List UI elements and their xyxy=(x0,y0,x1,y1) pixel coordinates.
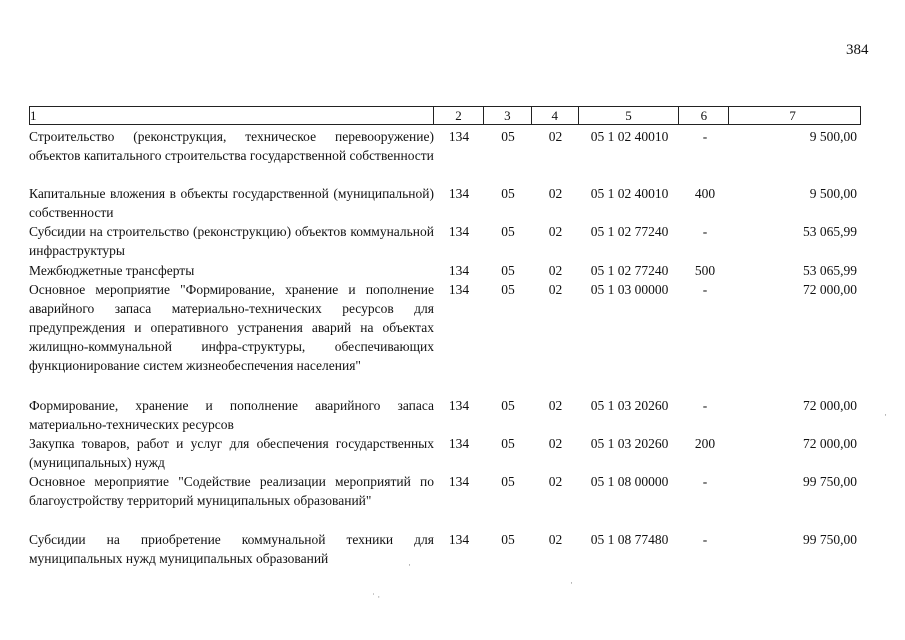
row-name: Капитальные вложения в объекты государственной (муниципальной) собственности xyxy=(29,186,434,220)
row-code-type: 500 xyxy=(694,263,716,278)
row-code-admin: 134 xyxy=(448,186,470,201)
column-header: 5 xyxy=(579,107,680,124)
row-name: Субсидии на приобретение коммунальной техники для муниципальных нужд муниципальных образований xyxy=(29,532,434,566)
row-code-admin: 134 xyxy=(448,398,470,413)
row-code-target: 05 1 03 20260 xyxy=(590,398,669,413)
table-row xyxy=(29,222,861,260)
row-code-target: 05 1 02 40010 xyxy=(590,186,669,201)
row-code-section: 05 xyxy=(501,263,515,278)
row-name: Межбюджетные трансферты xyxy=(29,263,195,278)
row-code-target: 05 1 02 77240 xyxy=(590,263,669,278)
row-code-type: - xyxy=(702,474,708,489)
row-code-type: - xyxy=(702,532,708,547)
row-amount: 99 750,00 xyxy=(803,474,857,489)
row-code-section: 05 xyxy=(501,398,515,413)
row-code-subsection: 02 xyxy=(548,224,563,239)
column-header: 3 xyxy=(484,107,532,124)
row-name: Закупка товаров, работ и услуг для обеспечения государственных (муниципальных) нужд xyxy=(29,436,434,470)
row-code-admin: 134 xyxy=(448,532,470,547)
row-amount: 9 500,00 xyxy=(809,129,857,144)
row-name: Строительство (реконструкция, техническое перевооружение) объектов капитального строительства государственной собственности xyxy=(29,129,434,163)
row-amount: 99 750,00 xyxy=(803,532,857,547)
scan-artifact: · xyxy=(884,410,887,420)
row-code-subsection: 02 xyxy=(548,129,563,144)
row-code-section: 05 xyxy=(501,186,515,201)
row-code-type: - xyxy=(702,224,708,239)
row-code-admin: 134 xyxy=(448,282,470,297)
row-code-target: 05 1 08 77480 xyxy=(590,532,669,547)
row-name: Основное мероприятие "Содействие реализации мероприятий по благоустройству территорий муниципальных образований" xyxy=(29,474,434,508)
column-header: 2 xyxy=(434,107,484,124)
row-name: Субсидии на строительство (реконструкцию) объектов коммунальной инфраструктуры xyxy=(29,224,434,258)
row-code-section: 05 xyxy=(501,224,515,239)
row-code-subsection: 02 xyxy=(548,436,563,451)
row-code-admin: 134 xyxy=(448,263,470,278)
row-code-target: 05 1 02 40010 xyxy=(590,129,669,144)
row-amount: 72 000,00 xyxy=(803,282,857,297)
row-code-admin: 134 xyxy=(448,224,470,239)
row-code-subsection: 02 xyxy=(548,532,563,547)
row-code-admin: 134 xyxy=(448,129,470,144)
row-code-type: - xyxy=(702,398,708,413)
row-code-target: 05 1 03 00000 xyxy=(590,282,669,297)
column-header: 6 xyxy=(679,107,729,124)
row-name: Формирование, хранение и пополнение аварийного запаса материально-технических ресурсов xyxy=(29,398,434,432)
row-code-subsection: 02 xyxy=(548,474,563,489)
column-header: 7 xyxy=(789,108,796,123)
row-code-target: 05 1 08 00000 xyxy=(590,474,669,489)
row-name: Основное мероприятие "Формирование, хранение и пополнение аварийного запаса материально-технических ресурсов для предупреждения и оперативного устранения аварий на объектах жилищно-коммунальной инфра-структуры, обеспечивающих функционирование систем жизнеобеспечения населения" xyxy=(29,282,434,373)
table-row xyxy=(29,280,861,375)
row-amount: 72 000,00 xyxy=(803,436,857,451)
row-code-subsection: 02 xyxy=(548,263,563,278)
row-code-target: 05 1 02 77240 xyxy=(590,224,669,239)
row-code-subsection: 02 xyxy=(548,398,563,413)
row-code-target: 05 1 03 20260 xyxy=(590,436,669,451)
table-row xyxy=(29,396,861,434)
row-amount: 9 500,00 xyxy=(809,186,857,201)
row-code-subsection: 02 xyxy=(548,282,563,297)
row-code-admin: 134 xyxy=(448,436,470,451)
scan-artifact: · xyxy=(408,560,411,570)
row-code-admin: 134 xyxy=(448,474,470,489)
row-code-section: 05 xyxy=(501,436,515,451)
table-row xyxy=(29,434,861,472)
row-code-type: 400 xyxy=(694,186,716,201)
row-code-type: - xyxy=(702,282,708,297)
row-code-subsection: 02 xyxy=(548,186,563,201)
page-number: 384 xyxy=(846,42,869,58)
row-code-section: 05 xyxy=(501,532,515,547)
table-row xyxy=(29,184,861,222)
row-amount: 53 065,99 xyxy=(803,224,857,239)
row-code-section: 05 xyxy=(501,129,515,144)
row-code-type: - xyxy=(702,129,708,144)
row-code-type: 200 xyxy=(694,436,716,451)
table-row xyxy=(29,127,861,165)
column-header: 4 xyxy=(532,107,579,124)
row-amount: 72 000,00 xyxy=(803,398,857,413)
table-row xyxy=(29,530,861,568)
table-row xyxy=(29,472,861,510)
row-code-section: 05 xyxy=(501,474,515,489)
row-amount: 53 065,99 xyxy=(803,263,857,278)
scan-artifact: · xyxy=(570,578,573,588)
row-code-section: 05 xyxy=(501,282,515,297)
table-row xyxy=(29,261,861,280)
table-header xyxy=(29,106,861,125)
scan-artifact: ˙ · xyxy=(372,592,381,602)
column-header: 1 xyxy=(30,107,434,124)
